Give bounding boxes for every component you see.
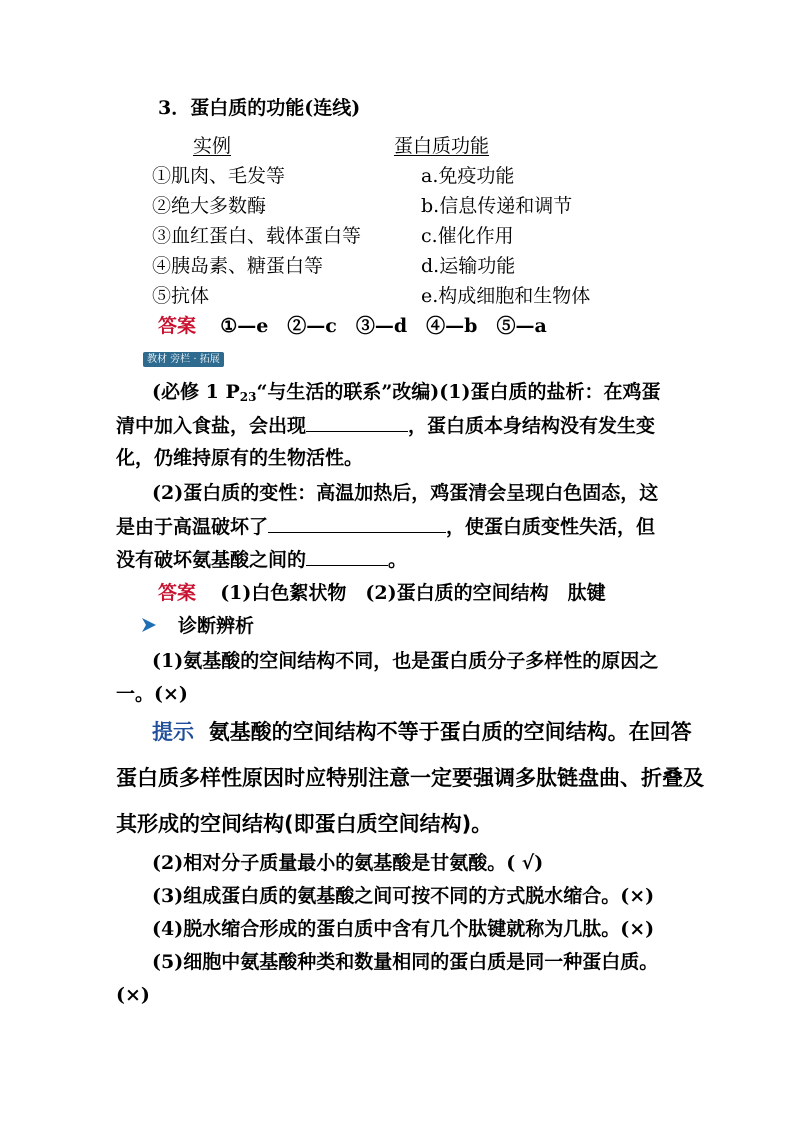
p2-text-e: 。: [388, 549, 408, 571]
function-item-e: e.构成细胞和生物体: [421, 285, 591, 307]
blank-salting-out: [306, 413, 408, 432]
hint-text-a: 氨基酸的空间结构不等于蛋白质的空间结构。在回答: [208, 720, 692, 744]
hint-line1: [152, 718, 692, 746]
blank-denaturation: [268, 514, 446, 533]
function-item-d: d.运输功能: [421, 255, 516, 277]
example-item-4: ④胰岛素、糖蛋白等: [152, 255, 324, 277]
example-item-1: ①肌肉、毛发等: [152, 165, 286, 187]
blank-peptide-bond: [306, 547, 388, 566]
textbook-extension-badge: 教材 旁栏 · 拓展: [143, 352, 224, 367]
statement-2: (2)相对分子质量最小的氨基酸是甘氨酸。( √): [152, 852, 544, 874]
column-header-functions: 蛋白质功能: [394, 135, 490, 157]
hint-line3: 其形成的空间结构(即蛋白质空间结构)。: [116, 812, 493, 836]
diagnosis-heading: 诊断辨析: [178, 615, 255, 637]
p1-page-sub: 23: [239, 390, 257, 404]
answer-text-2: (1)白色絮状物 (2)蛋白质的空间结构 肽键: [220, 582, 606, 604]
arrow-right-icon: [140, 616, 158, 634]
function-item-b: b.信息传递和调节: [421, 195, 573, 217]
section-title: 3．蛋白质的功能(连线): [158, 97, 361, 119]
textbook-answer: [158, 581, 606, 605]
p1-text-a: (必修 1 P: [152, 381, 240, 403]
textbook-p2-line2: [116, 514, 655, 539]
textbook-p2-line3: [116, 547, 407, 572]
p2-text-d: 没有破坏氨基酸之间的: [116, 549, 307, 571]
function-item-c: c.催化作用: [421, 225, 514, 247]
column-header-examples: 实例: [193, 135, 232, 157]
textbook-p1-line1: [152, 380, 661, 409]
hint-line2: 蛋白质多样性原因时应特别注意一定要强调多肽链盘曲、折叠及: [116, 766, 704, 790]
example-item-2: ②绝大多数酶: [152, 195, 267, 217]
statement-1-line1: (1)氨基酸的空间结构不同，也是蛋白质分子多样性的原因之: [152, 650, 659, 672]
answer-text: ①—e ②—c ③—d ④—b ⑤—a: [220, 315, 547, 337]
statement-4: (4)脱水缩合形成的蛋白质中含有几个肽键就称为几肽。(×): [152, 918, 655, 940]
answer-label-2: 答案: [158, 582, 197, 604]
statement-3: (3)组成蛋白质的氨基酸之间可按不同的方式脱水缩合。(×): [152, 885, 655, 907]
function-item-a: a.免疫功能: [421, 165, 515, 187]
statement-5-line1: (5)细胞中氨基酸种类和数量相同的蛋白质是同一种蛋白质。: [152, 951, 659, 973]
statement-5-line2: (×): [116, 984, 150, 1006]
p1-text-d: ，蛋白质本身结构没有发生变: [408, 415, 656, 437]
textbook-p1-line2: [116, 413, 655, 438]
p1-text-c: 清中加入食盐，会出现: [116, 415, 307, 437]
statement-1-line2: 一。(×): [116, 683, 188, 705]
hint-label: 提示: [152, 720, 194, 744]
textbook-p2-line1: (2)蛋白质的变性：高温加热后，鸡蛋清会呈现白色固态，这: [152, 482, 659, 504]
p2-text-b: 是由于高温破坏了: [116, 516, 269, 538]
matching-answer: [158, 314, 547, 338]
example-item-5: ⑤抗体: [152, 285, 210, 307]
p2-text-c: ，使蛋白质变性失活，但: [446, 516, 656, 538]
p1-text-b: “与生活的联系”改编)(1)蛋白质的盐析：在鸡蛋: [256, 381, 661, 403]
textbook-p1-line3: 化，仍维持原有的生物活性。: [116, 447, 364, 469]
answer-label: 答案: [158, 315, 197, 337]
example-item-3: ③血红蛋白、载体蛋白等: [152, 225, 362, 247]
